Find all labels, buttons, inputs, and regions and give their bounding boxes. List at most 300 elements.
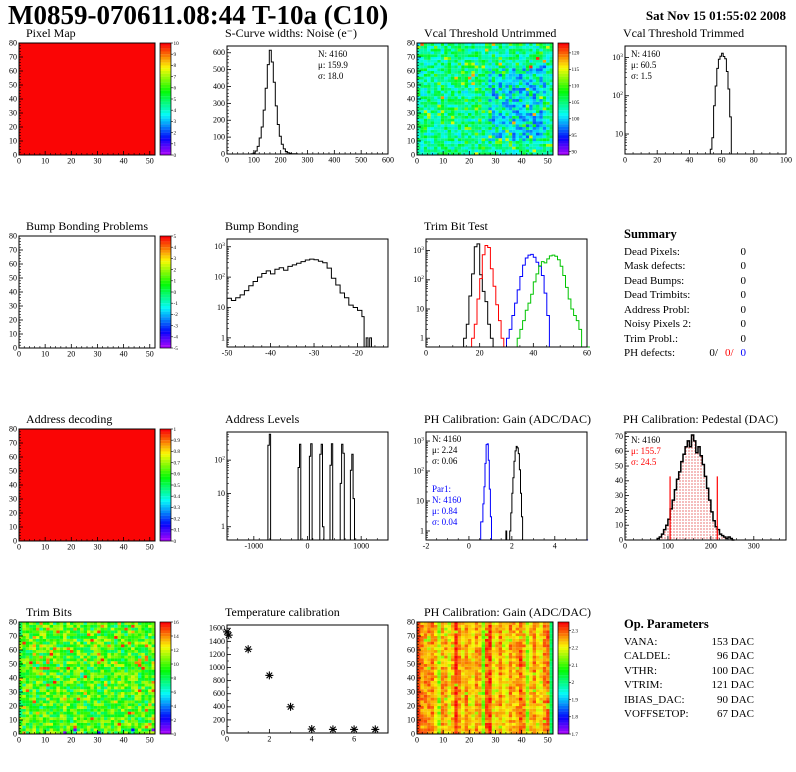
svg-text:500: 500	[213, 65, 225, 75]
summary-value: 0	[740, 260, 746, 272]
svg-text:20: 20	[615, 505, 623, 515]
svg-text:0: 0	[623, 155, 627, 165]
svg-text:0: 0	[415, 156, 419, 166]
svg-text:0.5: 0.5	[173, 482, 180, 489]
svg-text:σ: 0.06: σ: 0.06	[432, 456, 458, 466]
op-row	[624, 693, 754, 708]
svg-text:70: 70	[9, 438, 17, 448]
svg-text:σ: 1.5: σ: 1.5	[631, 71, 652, 81]
svg-text:4: 4	[552, 541, 557, 551]
svg-text:-2: -2	[173, 312, 178, 319]
svg-text:115: 115	[571, 67, 580, 74]
svg-text:20: 20	[465, 156, 474, 166]
timestamp: Sat Nov 15 01:55:02 2008	[645, 8, 786, 23]
svg-text:0.2: 0.2	[173, 516, 180, 523]
svg-text:30: 30	[491, 156, 500, 166]
svg-text:100: 100	[213, 132, 225, 142]
svg-text:10: 10	[41, 156, 50, 166]
svg-text:0: 0	[221, 728, 225, 738]
svg-text:0: 0	[173, 289, 177, 296]
svg-text:4: 4	[309, 734, 314, 744]
svg-text:-5: -5	[173, 345, 178, 352]
svg-text:-30: -30	[308, 348, 320, 358]
summary-row	[624, 332, 746, 347]
svg-text:3: 3	[173, 256, 177, 263]
svg-text:50: 50	[9, 80, 17, 90]
address-levels-chart	[200, 426, 396, 571]
svg-text:10: 10	[416, 496, 424, 506]
svg-text:20: 20	[9, 315, 17, 325]
svg-text:400: 400	[213, 702, 225, 712]
svg-text:40: 40	[119, 735, 128, 745]
summary-value: 0	[740, 245, 746, 258]
svg-text:-1000: -1000	[244, 541, 264, 551]
plot-bump-problems	[1, 221, 197, 391]
svg-text:10: 10	[41, 349, 50, 359]
svg-text:40: 40	[517, 156, 526, 166]
svg-text:105: 105	[571, 100, 580, 107]
svg-text:0: 0	[466, 541, 471, 551]
svg-text:90: 90	[571, 149, 577, 156]
svg-text:200: 200	[213, 715, 225, 725]
svg-text:50: 50	[145, 349, 154, 359]
svg-text:10: 10	[416, 304, 424, 314]
svg-text:μ: 155.7: μ: 155.7	[631, 446, 661, 456]
svg-text:30: 30	[93, 349, 102, 359]
pixel-map-chart	[1, 40, 197, 185]
svg-text:0: 0	[173, 731, 177, 738]
svg-text:80: 80	[749, 155, 758, 165]
plot-title: S-Curve widths: Noise (e⁻)	[225, 26, 357, 40]
svg-text:60: 60	[615, 446, 623, 456]
svg-text:300: 300	[747, 541, 760, 551]
svg-text:100: 100	[571, 116, 580, 123]
svg-text:10: 10	[9, 136, 17, 146]
svg-text:4: 4	[173, 108, 177, 114]
op-value: 90 DAC	[717, 693, 754, 706]
svg-text:0: 0	[17, 542, 21, 552]
svg-text:0: 0	[13, 729, 17, 739]
svg-text:1200: 1200	[209, 649, 225, 659]
svg-text:30: 30	[9, 494, 17, 504]
plot-trim-bits	[1, 607, 197, 772]
svg-text:40: 40	[9, 480, 17, 490]
op-label: VANA:	[624, 635, 658, 648]
plot-title: Bump Bonding	[225, 219, 299, 233]
bump-problems-chart	[1, 233, 197, 378]
ph-defects-red: 0/	[724, 347, 734, 359]
svg-text:80: 80	[9, 40, 17, 48]
svg-text:10: 10	[615, 520, 623, 530]
svg-text:5: 5	[173, 96, 177, 103]
svg-text:10: 10	[615, 129, 623, 139]
ph-defects-values	[709, 346, 746, 361]
svg-text:100: 100	[780, 155, 792, 165]
summary-row	[624, 317, 746, 332]
svg-text:600: 600	[213, 689, 225, 699]
summary-value: 0	[740, 332, 746, 345]
summary-row	[624, 274, 746, 289]
svg-text:20: 20	[9, 508, 17, 518]
svg-text:6: 6	[173, 689, 177, 696]
svg-text:800: 800	[213, 676, 225, 686]
svg-text:0: 0	[173, 152, 177, 159]
svg-text:30: 30	[9, 301, 17, 311]
svg-text:102: $10^2$	[214, 455, 225, 465]
svg-text:20: 20	[407, 122, 415, 132]
svg-text:30: 30	[615, 491, 623, 501]
svg-text:-4: -4	[173, 334, 178, 341]
svg-text:100: 100	[247, 155, 260, 165]
svg-text:1400: 1400	[209, 636, 225, 646]
svg-text:30: 30	[9, 108, 17, 118]
svg-text:0: 0	[173, 538, 177, 545]
svg-text:70: 70	[9, 631, 17, 641]
svg-text:0: 0	[13, 536, 17, 546]
op-row	[624, 707, 754, 722]
op-value: 153 DAC	[711, 635, 754, 648]
summary-value: 0	[740, 274, 746, 287]
svg-text:5: 5	[173, 233, 177, 240]
summary-label: Noisy Pixels 2:	[624, 318, 692, 330]
summary-value: 0	[740, 318, 746, 330]
svg-text:50: 50	[145, 735, 154, 745]
op-label: CALDEL:	[624, 650, 671, 662]
svg-text:30: 30	[93, 156, 102, 166]
summary-label: Dead Trimbits:	[624, 289, 691, 301]
summary-row	[624, 288, 746, 303]
plot-bump-bonding	[200, 221, 396, 391]
svg-text:1: 1	[221, 522, 225, 532]
summary-label: Mask defects:	[624, 260, 686, 272]
svg-text:600: 600	[382, 155, 394, 165]
svg-text:4: 4	[173, 245, 177, 251]
svg-text:-2: -2	[422, 541, 430, 551]
plot-vcal-trimmed	[598, 28, 794, 198]
svg-text:50: 50	[9, 466, 17, 476]
page-title: M0859-070611.08:44 T-10a (C10)	[8, 0, 389, 30]
svg-text:10: 10	[407, 136, 415, 146]
svg-text:1: 1	[173, 278, 177, 285]
svg-text:10: 10	[9, 522, 17, 532]
op-label: IBIAS_DAC:	[624, 693, 685, 706]
summary-panel	[598, 221, 794, 391]
summary-value: 0	[740, 303, 746, 316]
plot-title: Pixel Map	[26, 26, 76, 40]
ph-defects-blue: 0	[740, 347, 746, 359]
svg-text:N: 4160: N: 4160	[432, 434, 462, 444]
summary-label: Dead Pixels:	[624, 245, 680, 258]
svg-text:12: 12	[173, 647, 179, 654]
svg-text:40: 40	[407, 94, 415, 104]
svg-text:40: 40	[9, 287, 17, 297]
svg-text:20: 20	[67, 156, 76, 166]
svg-text:40: 40	[529, 348, 538, 358]
svg-text:102: $10^2$	[413, 275, 424, 285]
svg-text:30: 30	[407, 108, 415, 118]
plot-title: Address decoding	[26, 412, 113, 426]
svg-text:0: 0	[623, 541, 627, 551]
svg-text:600: 600	[213, 48, 225, 58]
svg-text:80: 80	[9, 233, 17, 241]
plot-address-levels	[200, 414, 396, 584]
svg-text:30: 30	[9, 687, 17, 697]
svg-text:-20: -20	[352, 348, 363, 358]
svg-text:10: 10	[173, 40, 179, 47]
svg-text:120: 120	[571, 50, 580, 57]
svg-text:10: 10	[217, 302, 225, 312]
svg-text:2: 2	[509, 541, 514, 551]
svg-text:-40: -40	[265, 348, 276, 358]
svg-text:50: 50	[615, 461, 623, 471]
svg-text:10: 10	[9, 329, 17, 339]
op-row	[624, 635, 754, 650]
summary-heading: Summary	[624, 227, 677, 241]
svg-text:110: 110	[571, 83, 580, 90]
svg-text:μ: 0.84: μ: 0.84	[432, 506, 458, 516]
svg-text:10: 10	[217, 488, 225, 498]
svg-text:103: $10^3$	[612, 52, 623, 62]
svg-text:2: 2	[267, 734, 272, 744]
scurve-noise-chart	[200, 40, 396, 185]
plot-title: PH Calibration: Gain (ADC/DAC)	[424, 412, 591, 426]
svg-text:102: $10^2$	[612, 91, 623, 101]
plot-title: PH Calibration: Gain (ADC/DAC)	[424, 605, 591, 619]
svg-text:1000: 1000	[353, 541, 370, 551]
svg-text:2: 2	[173, 130, 177, 137]
svg-text:102: $10^2$	[214, 272, 225, 282]
svg-text:20: 20	[9, 122, 17, 132]
plot-title: Bump Bonding Problems	[26, 219, 149, 233]
svg-text:40: 40	[9, 94, 17, 104]
svg-text:70: 70	[9, 245, 17, 255]
vcal-trimmed-chart	[598, 40, 794, 185]
svg-text:0: 0	[13, 150, 17, 160]
svg-text:40: 40	[119, 349, 128, 359]
plot-title: Trim Bit Test	[424, 219, 488, 233]
temp-calibration-chart	[200, 619, 396, 764]
summary-label: Address Probl:	[624, 303, 690, 316]
svg-text:1: 1	[173, 141, 177, 148]
svg-text:0: 0	[225, 155, 229, 165]
op-row	[624, 664, 754, 679]
svg-text:80: 80	[9, 426, 17, 434]
svg-text:30: 30	[93, 735, 102, 745]
op-value: 121 DAC	[711, 679, 754, 691]
svg-text:95: 95	[571, 133, 577, 140]
svg-text:50: 50	[9, 273, 17, 283]
svg-text:1: 1	[420, 333, 424, 343]
svg-text:20: 20	[67, 542, 76, 552]
svg-text:2: 2	[173, 717, 177, 724]
summary-value: 0	[740, 289, 746, 301]
op-parameters-panel	[598, 607, 794, 772]
ph-gain-map-chart	[399, 619, 595, 764]
svg-text:300: 300	[301, 155, 314, 165]
summary-label: Trim Probl.:	[624, 332, 679, 345]
plot-title: PH Calibration: Pedestal (DAC)	[623, 412, 778, 426]
svg-text:80: 80	[9, 619, 17, 627]
summary-block	[624, 227, 746, 361]
svg-text:14: 14	[173, 633, 179, 640]
svg-text:Par1:: Par1:	[432, 484, 451, 494]
svg-text:6: 6	[173, 85, 177, 92]
svg-text:400: 400	[213, 81, 225, 91]
op-value: 67 DAC	[717, 708, 754, 720]
svg-text:100: 100	[661, 541, 674, 551]
svg-text:N: 4160: N: 4160	[432, 495, 462, 505]
svg-text:0.6: 0.6	[173, 471, 180, 478]
svg-text:10: 10	[439, 156, 448, 166]
plot-scurve-noise	[200, 28, 396, 198]
op-value: 96 DAC	[717, 650, 754, 662]
svg-text:0: 0	[619, 535, 623, 545]
svg-text:103: $10^3$	[413, 246, 424, 256]
svg-text:50: 50	[407, 80, 415, 90]
svg-text:40: 40	[119, 542, 128, 552]
svg-text:-3: -3	[173, 323, 178, 330]
svg-text:0: 0	[17, 735, 21, 745]
op-row	[624, 678, 754, 693]
svg-text:7: 7	[173, 74, 177, 81]
svg-text:70: 70	[9, 52, 17, 62]
plot-temp-calibration	[200, 607, 396, 772]
svg-text:103: $10^3$	[214, 242, 225, 252]
svg-text:0: 0	[13, 343, 17, 353]
svg-text:60: 60	[9, 259, 17, 269]
plot-vcal-untrimmed	[399, 28, 595, 198]
plot-ph-gain-hist	[399, 414, 595, 584]
svg-text:9: 9	[173, 52, 177, 58]
svg-text:20: 20	[9, 701, 17, 711]
summary-row	[624, 303, 746, 318]
ph-defects-black: 0/	[709, 347, 718, 359]
svg-text:30: 30	[93, 542, 102, 552]
ph-pedestal-chart	[598, 426, 794, 571]
op-label: VTRIM:	[624, 679, 663, 691]
svg-text:50: 50	[145, 156, 154, 166]
svg-text:0: 0	[221, 149, 225, 159]
svg-text:60: 60	[9, 645, 17, 655]
svg-text:60: 60	[583, 348, 591, 358]
svg-text:1: 1	[173, 426, 177, 433]
svg-text:40: 40	[615, 476, 623, 486]
trim-bit-test-chart	[399, 233, 595, 378]
svg-text:400: 400	[328, 155, 341, 165]
plot-ph-pedestal	[598, 414, 794, 584]
svg-text:0.7: 0.7	[173, 460, 180, 467]
op-parameters-heading: Op. Parameters	[624, 617, 709, 631]
svg-text:8: 8	[173, 675, 177, 682]
svg-text:16: 16	[173, 619, 179, 626]
svg-text:N: 4160: N: 4160	[631, 49, 661, 59]
svg-text:300: 300	[213, 98, 225, 108]
svg-text:0.8: 0.8	[173, 449, 180, 456]
svg-text:60: 60	[9, 66, 17, 76]
summary-row	[624, 259, 746, 274]
svg-text:N: 4160: N: 4160	[318, 49, 348, 59]
svg-text:0.3: 0.3	[173, 505, 180, 512]
svg-text:μ: 2.24: μ: 2.24	[432, 445, 458, 455]
svg-text:1000: 1000	[209, 662, 225, 672]
svg-text:200: 200	[274, 155, 287, 165]
vcal-untrimmed-chart	[399, 40, 595, 185]
svg-text:20: 20	[475, 348, 484, 358]
svg-text:70: 70	[615, 431, 623, 441]
op-row	[624, 649, 754, 664]
svg-text:60: 60	[9, 452, 17, 462]
summary-label: PH defects:	[624, 347, 676, 359]
svg-text:0: 0	[17, 349, 21, 359]
plot-title: Vcal Threshold Untrimmed	[424, 26, 557, 40]
svg-text:σ: 18.0: σ: 18.0	[318, 71, 344, 81]
plot-address-decoding	[1, 414, 197, 584]
svg-text:0: 0	[17, 156, 21, 166]
svg-text:0: 0	[411, 150, 415, 160]
svg-text:70: 70	[407, 52, 415, 62]
svg-text:0: 0	[225, 734, 229, 744]
svg-text:0: 0	[305, 541, 310, 551]
svg-text:10: 10	[41, 735, 50, 745]
ph-gain-hist-chart	[399, 426, 595, 571]
svg-text:40: 40	[119, 156, 128, 166]
svg-text:60: 60	[717, 155, 726, 165]
op-label: VOFFSETOP:	[624, 708, 689, 720]
plot-title: Trim Bits	[26, 605, 72, 619]
svg-text:σ: 24.5: σ: 24.5	[631, 457, 657, 467]
svg-text:102: $10^2$	[413, 466, 424, 476]
svg-text:60: 60	[407, 66, 415, 76]
svg-text:20: 20	[67, 735, 76, 745]
svg-text:50: 50	[9, 659, 17, 669]
svg-text:N: 4160: N: 4160	[631, 435, 661, 445]
svg-text:1: 1	[420, 526, 424, 536]
bump-bonding-chart	[200, 233, 396, 378]
summary-row-ph-defects	[624, 346, 746, 361]
svg-text:0: 0	[424, 348, 428, 358]
svg-text:10: 10	[41, 542, 50, 552]
svg-text:8: 8	[173, 63, 177, 70]
svg-text:200: 200	[704, 541, 717, 551]
svg-text:μ: 159.9: μ: 159.9	[318, 60, 348, 70]
svg-text:10: 10	[9, 715, 17, 725]
svg-text:3: 3	[173, 119, 177, 126]
plot-ph-gain-map	[399, 607, 595, 772]
svg-text:200: 200	[213, 115, 225, 125]
svg-text:4: 4	[173, 703, 177, 710]
svg-text:-50: -50	[221, 348, 233, 358]
summary-row	[624, 245, 746, 260]
plot-title: Temperature calibration	[225, 605, 340, 619]
svg-text:20: 20	[653, 155, 662, 165]
svg-text:500: 500	[355, 155, 368, 165]
svg-text:20: 20	[67, 349, 76, 359]
svg-text:σ: 0.04: σ: 0.04	[432, 517, 458, 527]
plot-title: Address Levels	[225, 412, 300, 426]
svg-text:6: 6	[352, 734, 357, 744]
summary-label: Dead Bumps:	[624, 274, 685, 287]
svg-text:1600: 1600	[209, 623, 225, 633]
plot-pixel-map	[1, 28, 197, 198]
plot-title: Vcal Threshold Trimmed	[623, 26, 745, 40]
svg-text:40: 40	[9, 673, 17, 683]
op-label: VTHR:	[624, 664, 657, 677]
svg-text:1: 1	[221, 333, 225, 343]
svg-text:-1: -1	[173, 301, 178, 307]
svg-text:μ: 60.5: μ: 60.5	[631, 60, 657, 70]
svg-text:0.9: 0.9	[173, 438, 180, 444]
svg-text:0.1: 0.1	[173, 527, 180, 534]
